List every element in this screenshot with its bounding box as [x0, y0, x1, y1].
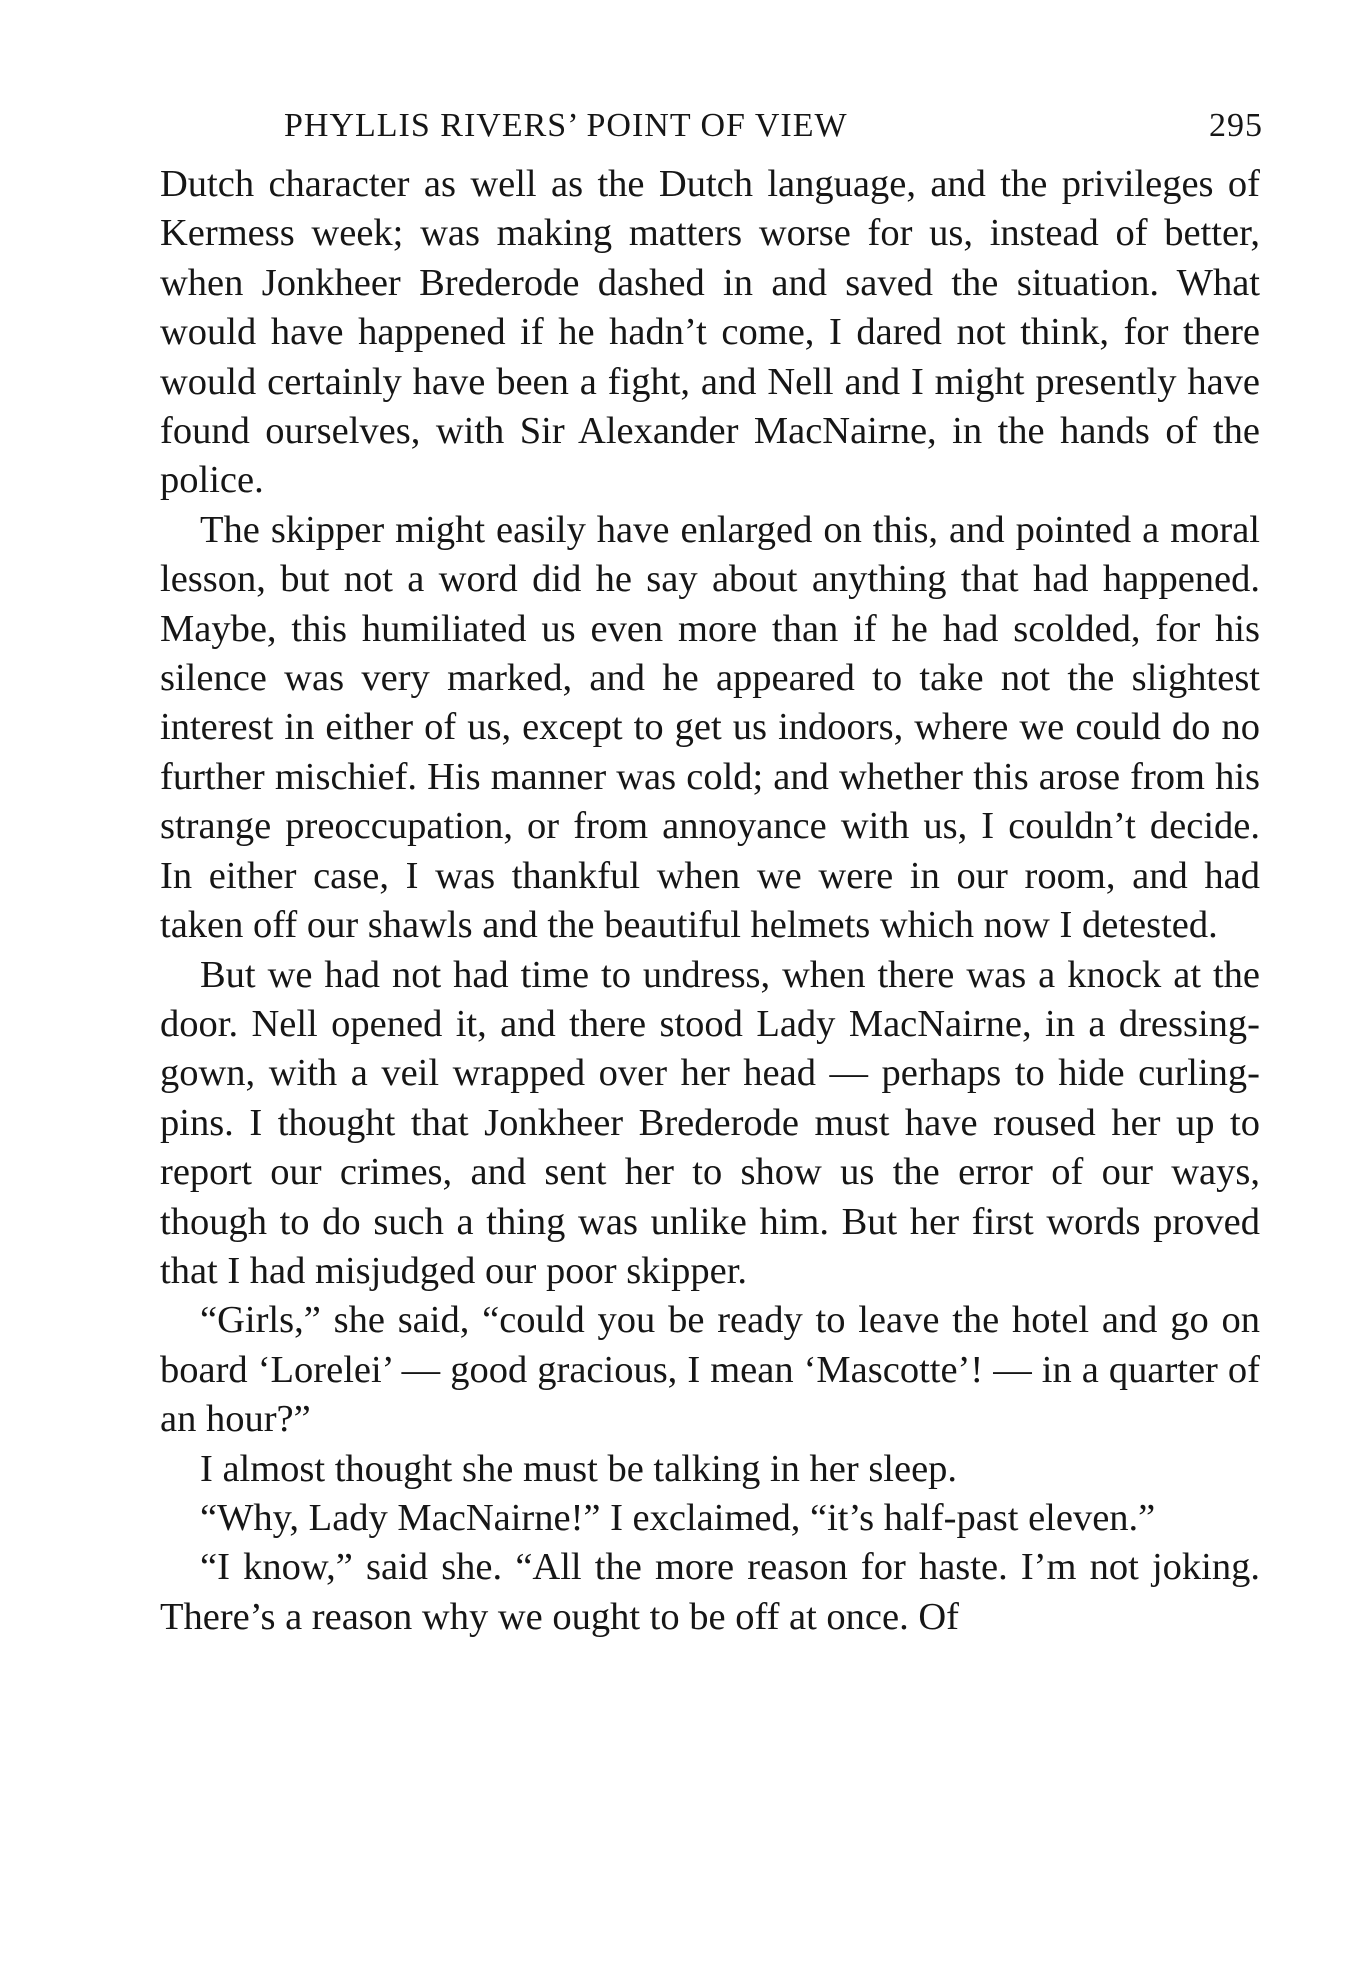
- page-header: [160, 104, 1263, 148]
- book-page: [160, 104, 1263, 1642]
- paragraph: “Why, Lady MacNairne!” I exclaimed, “it’s half-past eleven.”: [200, 1496, 1156, 1539]
- running-title: PHYLLIS RIVERS’ POINT OF VIEW: [284, 107, 848, 144]
- paragraph: I almost thought she must be talking in her sleep.: [200, 1447, 958, 1490]
- paragraph: But we had not had time to undress, when there was a knock at the door. Nell opened it, and there stood Lady MacNairne, in a dressing-gown, with a veil wrapped over her head — perhaps to hide curling-pins. I thought that Jonkheer Brederode must have roused her up to report our crimes, and sent her to show us the error of our ways, though to do such a thing was unlike him. But her first words proved that I had misjudged our poor skipper.: [160, 953, 1260, 1292]
- body-text: [160, 160, 1260, 1642]
- paragraph: “I know,” said she. “All the more reason for haste. I’m not joking. There’s a reason why we ought to be off at once. Of: [160, 1546, 1260, 1638]
- paragraph: The skipper might easily have enlarged on this, and pointed a moral lesson, but not a word did he say about anything that had happened. Maybe, this humiliated us even more than if he had scolded, for his silence was very marked, and he appeared to take not the slightest interest in either of us, except to get us indoors, where we could do no further mischief. His manner was cold; and whether this arose from his strange preoccupation, or from annoyance with us, I couldn’t decide. In either case, I was thankful when we were in our room, and had taken off our shawls and the beautiful helmets which now I detested.: [160, 508, 1260, 947]
- page-number: 295: [1209, 107, 1263, 144]
- paragraph-continuation: Dutch character as well as the Dutch language, and the privileges of Kermess week; was making matters worse for us, instead of better, when Jonkheer Brederode dashed in and saved the situation. What would have happened if he hadn’t come, I dared not think, for there would certainly have been a fight, and Nell and I might presently have found ourselves, with Sir Alexander MacNairne, in the hands of the police.: [160, 163, 1260, 502]
- paragraph: “Girls,” she said, “could you be ready to leave the hotel and go on board ‘Lorelei’ — good gracious, I mean ‘Mascotte’! — in a quarter of an hour?”: [160, 1299, 1260, 1441]
